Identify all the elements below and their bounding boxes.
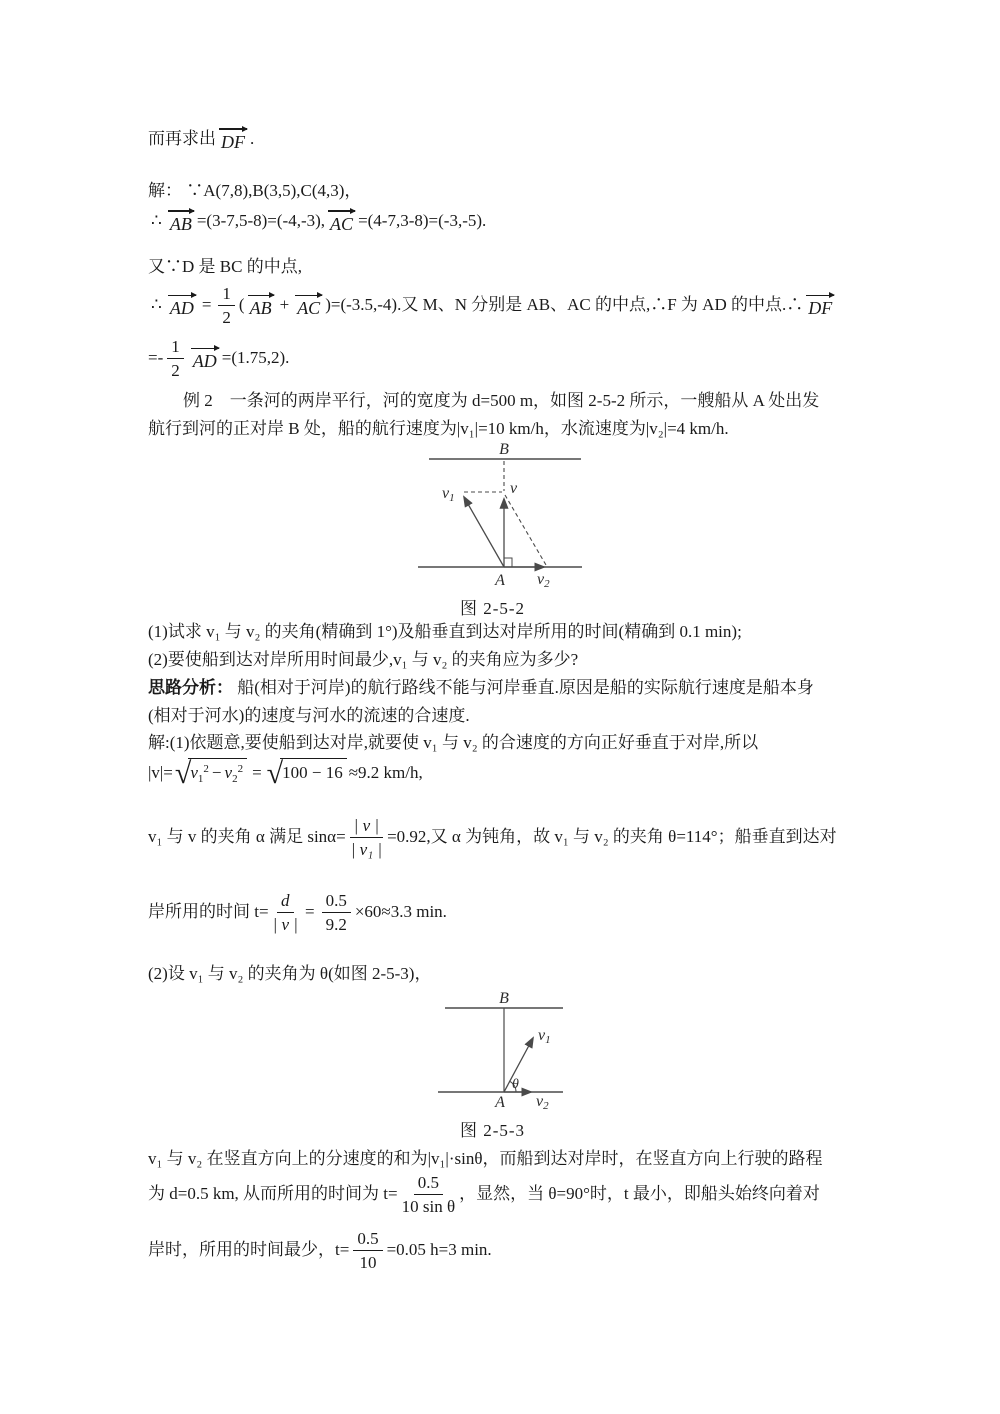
- final-text-1: v₁ 与 v₂ 在竖直方向上的分速度的和为|v₁|·sinθ，而船到达对岸时，在竖直方向上行驶的路程: [148, 1149, 823, 1168]
- sina-result-text: =0.92,又 α 为钝角，故 v₁ 与 v₂ 的夹角 θ=114°；船垂直到达对: [387, 827, 837, 847]
- vector-ab-label: AB: [249, 297, 272, 318]
- label-v: v: [510, 480, 518, 497]
- label-v1: [538, 1027, 551, 1046]
- final-result-text: =0.05 h=3 min.: [386, 1240, 492, 1260]
- line-final-3: [148, 1228, 880, 1274]
- therefore-symbol: ∴: [151, 295, 162, 315]
- fraction-numerator: 1: [167, 336, 184, 359]
- label-v2-sub: 2: [543, 1100, 549, 1112]
- sub-1: 1: [197, 773, 204, 785]
- sol2-intro-text: 解:(1)依题意,要使船到达对岸,就要使 v₁ 与 v₂ 的合速度的方向正好垂直于对岸,所以: [148, 733, 759, 752]
- fraction-numerator: d: [277, 890, 294, 913]
- label-theta: θ: [512, 1077, 519, 1092]
- fraction-denominator: | v₁ |: [350, 840, 383, 860]
- vector-arrow-icon: [248, 295, 274, 296]
- label-a: A: [495, 1094, 505, 1111]
- speed-result: ≈9.2 km/h,: [348, 763, 423, 783]
- line-df-result: [148, 336, 880, 382]
- vector-ab: [248, 295, 274, 317]
- vector-ac-label: AC: [330, 213, 354, 234]
- equals-minus-text: =-: [148, 348, 164, 368]
- fraction-denominator: 9.2: [325, 915, 347, 935]
- sub-2: 2: [232, 773, 238, 785]
- vector-arrow-icon: [168, 295, 196, 296]
- figure2-caption-text: 图 2-5-3: [459, 1121, 526, 1140]
- figure1-caption: [0, 594, 985, 619]
- fraction-05-over-10: [353, 1228, 382, 1274]
- label-v1: [442, 485, 455, 504]
- vector-arrow-icon: [191, 348, 219, 349]
- time-result-text: ×60≈3.3 min.: [354, 902, 447, 922]
- line-final-2: [148, 1172, 880, 1218]
- figure1-caption-text: 图 2-5-2: [459, 599, 526, 618]
- fraction-numerator: 0.5: [353, 1228, 382, 1251]
- radicand-2: 100 − 16: [280, 758, 347, 785]
- line-speed-formula: [148, 758, 880, 790]
- line-part2-setup: [148, 963, 880, 986]
- label-v2-main: v: [536, 1093, 544, 1110]
- fraction-05-over-10sin: [402, 1172, 455, 1218]
- question1-text: (1)试求 v₁ 与 v₂ 的夹角(精确到 1°)及船垂直到达对岸所用的时间(精确到 0.1 min);: [148, 622, 742, 641]
- line-ab-ac: [148, 210, 880, 233]
- equals-sign: =: [201, 295, 212, 315]
- line-example2-1: [148, 390, 880, 413]
- label-v2: [537, 571, 550, 590]
- vector-ab: [168, 210, 194, 232]
- final-lhs-text: 为 d=0.5 km, 从而所用的时间为 t=: [148, 1184, 398, 1204]
- vector-df: [219, 128, 247, 150]
- analysis-label: 思路分析：: [148, 678, 233, 697]
- fraction-05-over-92: [322, 890, 351, 936]
- sina-lhs-text: v₁ 与 v 的夹角 α 满足 sinα=: [148, 827, 346, 847]
- label-v1-sub: 1: [545, 1034, 551, 1046]
- vector-arrow-icon: [328, 210, 355, 211]
- line-solution-given: [148, 180, 880, 203]
- label-v1-sub: 1: [449, 492, 455, 504]
- df-result-text: =(1.75,2).: [221, 348, 290, 368]
- vector-ad-label: AD: [169, 297, 194, 318]
- line-question2: [148, 649, 880, 672]
- vector-arrow-icon: [219, 128, 247, 129]
- label-v2: [536, 1093, 549, 1112]
- vector-ad: [168, 295, 196, 317]
- sup-2: 2: [203, 763, 209, 775]
- therefore-symbol: ∴: [151, 211, 162, 230]
- radical-sign-icon: √: [174, 757, 192, 790]
- fraction-numerator: 0.5: [322, 890, 351, 913]
- label-a: A: [495, 572, 505, 589]
- vector-arrow-icon: [168, 210, 194, 211]
- vector-ab-label: AB: [169, 213, 192, 234]
- intro-period: .: [250, 129, 255, 148]
- ac-value-text: =(4-7,3-8)=(-3,-5).: [358, 211, 487, 230]
- midpoint-d-text: 又∵D 是 BC 的中点,: [148, 257, 302, 276]
- label-v2-sub: 2: [544, 578, 550, 590]
- line-ad-formula: [148, 283, 880, 329]
- figure2-caption: [0, 1116, 985, 1141]
- line-sina-formula: [148, 815, 880, 861]
- vector-ac: [295, 295, 322, 317]
- line-time-formula: [148, 890, 880, 936]
- fraction-d-over-v: [273, 890, 298, 936]
- vector-v1-arrow: [464, 497, 504, 567]
- fraction-half: [167, 336, 184, 382]
- analysis-text-2: (相对于河水)的速度与河水的流速的合速度.: [148, 706, 470, 725]
- vector-arrow-icon: [295, 295, 322, 296]
- fraction-v-over-v1: [350, 815, 383, 861]
- vector-ac-label: AC: [297, 297, 321, 318]
- example2-text-2: 航行到河的正对岸 B 处，船的航行速度为|v₁|=10 km/h，水流速度为|v₂|=4 km/h.: [148, 419, 729, 438]
- figure-2-5-3: [410, 990, 580, 1114]
- minus-sign: −: [211, 763, 222, 782]
- equals-sign: =: [304, 902, 315, 922]
- var-v: v: [224, 763, 233, 782]
- final-min-text: 岸时，所用的时间最少，t=: [148, 1240, 350, 1260]
- fraction-denominator: | v |: [272, 915, 298, 935]
- open-paren: (: [238, 295, 245, 315]
- dashed-line-v-to-v2: [505, 495, 546, 565]
- analysis-text-1: 船(相对于河岸)的航行路线不能与河岸垂直.原因是船的实际航行速度是船本身: [237, 678, 814, 697]
- label-b: B: [499, 441, 509, 458]
- vector-df-label: DF: [221, 131, 245, 152]
- ab-value-text: =(3-7,5-8)=(-4,-3),: [196, 211, 326, 230]
- line-sol2-intro: [148, 732, 880, 755]
- line-question1: [148, 621, 880, 644]
- fraction-denominator: 2: [222, 308, 231, 328]
- radical-2: [267, 758, 347, 790]
- radical-1: [175, 758, 247, 790]
- fraction-denominator: 10: [359, 1253, 377, 1273]
- equals-sign: =: [252, 763, 262, 783]
- figure-2-5-2: [400, 440, 600, 592]
- ad-result-text: )=(-3.5,-4).又 M、N 分别是 AB、AC 的中点,∴F 为 AD 的中点.∴: [325, 295, 804, 315]
- label-v2-main: v: [537, 571, 545, 588]
- line-final-1: [148, 1148, 880, 1171]
- line-intro: [148, 128, 880, 151]
- vector-arrow-icon: [806, 295, 834, 296]
- right-angle-mark: [504, 558, 512, 567]
- label-b: B: [499, 990, 509, 1007]
- fraction-numerator: 1: [218, 283, 235, 306]
- plus-sign: +: [279, 295, 290, 315]
- line-example2-2: [148, 418, 880, 441]
- final-rhs-text: ，显然，当 θ=90°时，t 最小，即船头始终向着对: [459, 1184, 820, 1204]
- fraction-denominator: 2: [171, 361, 180, 381]
- sup-2: 2: [237, 763, 244, 775]
- question2-text: (2)要使船到达对岸所用时间最少,v₁ 与 v₂ 的夹角应为多少?: [148, 650, 579, 669]
- radical-sign-icon: √: [266, 757, 284, 790]
- example2-text-1: 例 2 一条河的两岸平行，河的宽度为 d=500 m，如图 2-5-2 所示，一艘船从 A 处出发: [183, 391, 820, 410]
- label-v1-main: v: [538, 1027, 546, 1044]
- radicand-1: [188, 758, 247, 787]
- vector-df: [806, 295, 834, 317]
- intro-text: 而再求出: [148, 129, 216, 148]
- var-v: v: [190, 763, 198, 782]
- label-v1-main: v: [442, 485, 450, 502]
- vector-ad-label: AD: [192, 350, 217, 371]
- line-analysis-1: [148, 677, 880, 700]
- speed-lhs: |v|=: [148, 763, 173, 783]
- line-analysis-2: [148, 705, 880, 728]
- vector-ac: [328, 210, 355, 232]
- fraction-denominator: 10 sin θ: [401, 1197, 456, 1217]
- fraction-numerator: 0.5: [414, 1172, 443, 1195]
- line-midpoint-d: [148, 256, 880, 279]
- time-lhs-text: 岸所用的时间 t=: [148, 902, 269, 922]
- fraction-numerator: | v |: [350, 815, 383, 838]
- solution-given-text: 解： ∵A(7,8),B(3,5),C(4,3)，: [148, 181, 362, 200]
- part2-setup-text: (2)设 v₁ 与 v₂ 的夹角为 θ(如图 2-5-3)，: [148, 964, 432, 983]
- vector-df-label: DF: [808, 297, 833, 318]
- vector-ad: [191, 348, 219, 370]
- fraction-half: [218, 283, 235, 329]
